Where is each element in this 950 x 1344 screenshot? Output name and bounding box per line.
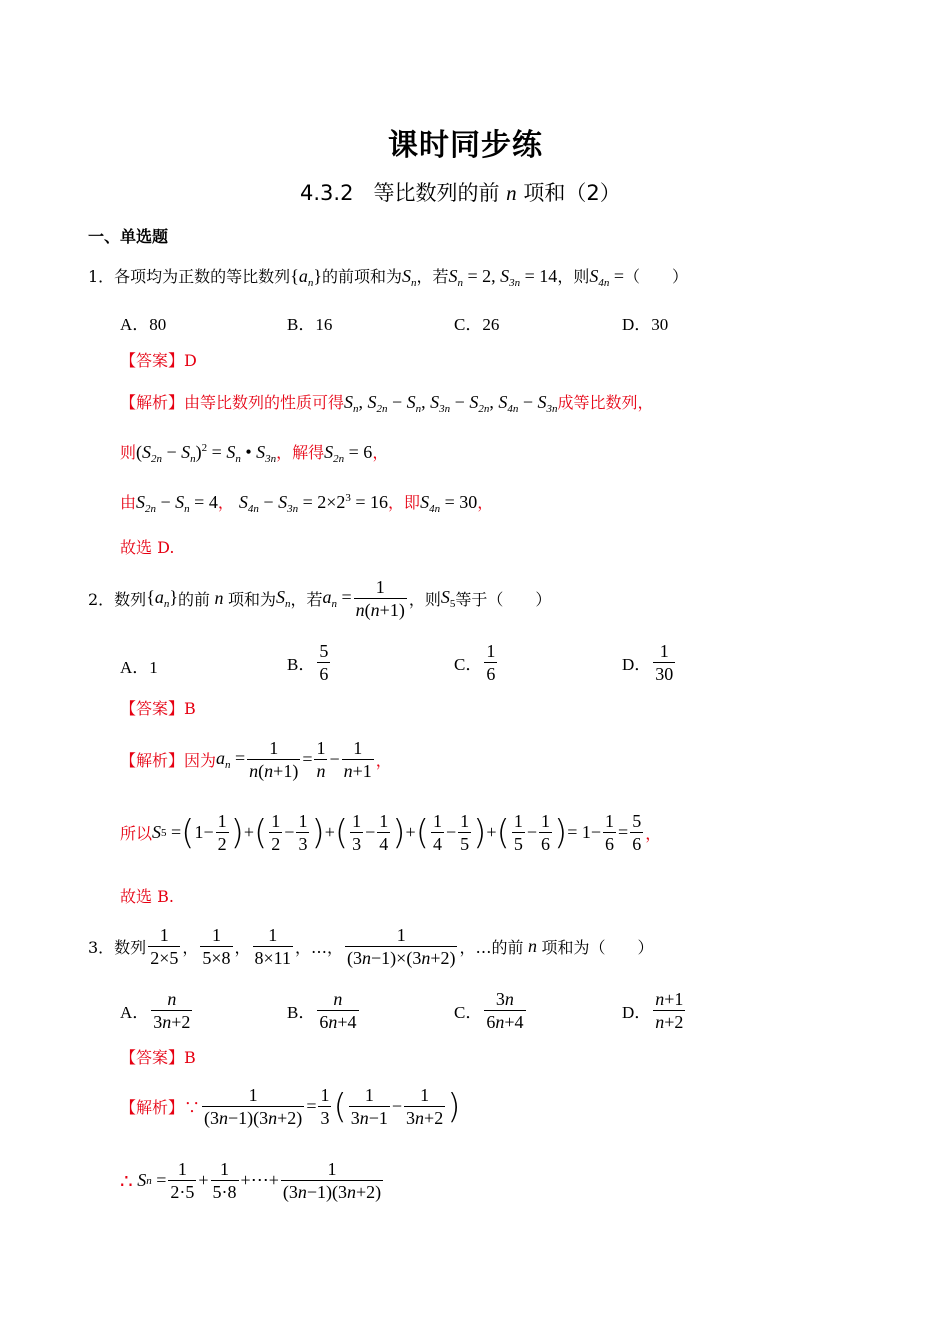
- q3-option-a-fraction: $\frac{n}{3n+2}$: [153, 989, 191, 1032]
- q1-seq-math: $\{a_n\}$: [290, 266, 322, 289]
- q1-line2-mid: ，解得: [276, 443, 325, 462]
- q2-option-d[interactable]: [622, 640, 677, 685]
- q3-option-c-fraction: $\frac{3n}{6n+4}$: [486, 989, 524, 1032]
- q2-analysis-an: $a_n$ =: [216, 748, 246, 771]
- q1-analysis-line2: 则$(S_{2n} - S_n)^2 = S_n$ • $S_{3n}$，解得$S_{2n} = 6$，: [120, 442, 389, 465]
- q3-n-math: n: [523, 936, 542, 956]
- q3-option-a[interactable]: [120, 988, 194, 1033]
- q2-option-b-label: B．: [287, 655, 316, 674]
- q3-option-b-label: B．: [287, 1003, 316, 1022]
- q1-line3-pre: 由: [120, 493, 137, 512]
- q1-option-a[interactable]: A．80: [120, 315, 167, 334]
- q2-answer: 【答案】B: [120, 699, 196, 718]
- q2-conclusion: 故选 B.: [120, 887, 174, 906]
- q1-cond-math: $S_n = 2$, $S_{3n} = 14$: [448, 266, 558, 289]
- q1-line2-pre: 则: [120, 443, 137, 462]
- q3-option-d-fraction: $\frac{n+1}{n+2}$: [655, 989, 684, 1032]
- q3-option-a-label: A．: [120, 1003, 150, 1022]
- question-3-stem: 3．数列 $\frac{1}{2\times 5}$ ， $\frac{1}{5\times 8}$ ， $\frac{1}{8\times 11}$ ，…， $\frac{1}{(3n-1)\times(3n+2)}$ ，…的前 n 项和为（ ）: [88, 925, 654, 968]
- q2-analysis-eq: =: [302, 749, 313, 769]
- q1-line3-result: $S_{4n} = 30$: [420, 492, 478, 515]
- q1-stem-e: （ ）: [623, 267, 688, 286]
- subtitle-n: n: [506, 181, 517, 205]
- q3-analysis-math: $\frac{1}{(3n-1)(3n+2)}$ = $\frac{1}{3}$ ( $\frac{1}{3n-1}$ − $\frac{1}{3n+2}$ ): [204, 1085, 461, 1128]
- subtitle-number: 4.3.2: [300, 181, 354, 205]
- q2-option-b-fraction: $\frac{5}{6}$: [319, 641, 329, 684]
- q3-analysis-line2: [120, 1158, 385, 1203]
- q1-option-b[interactable]: B．16: [287, 315, 333, 334]
- q2-stem-f: 等于（ ）: [455, 590, 552, 609]
- q1-option-d[interactable]: D．30: [622, 315, 669, 334]
- q3-term-2: $\frac{1}{5\times 8}$: [202, 925, 231, 968]
- q2-an-math: $a_n$ =: [322, 587, 352, 610]
- q2-stem-b: 的前: [177, 590, 210, 609]
- q2-telescoping-sum: S 5 = ( 1− $\frac{1}{2}$ ) + ( $\frac{1}{2}$ − $\frac{1}{3}$ ) + ( $\frac{1}{3}$ − $\frac{1}{4}$ ) + ( $\frac{1}{4}$ − $\frac{1}{5}$ ) + ( $\frac{1}{5}$ − $\frac{1}{6}$ ) = 1− $\frac{1}{6}$ = $\frac{5}{6}$: [152, 811, 642, 854]
- q2-option-b[interactable]: [287, 640, 332, 685]
- q2-analysis-frac2: $\frac{1}{n}$: [316, 738, 326, 781]
- q3-term-general: $\frac{1}{(3n-1)\times(3n+2)}$: [347, 925, 456, 968]
- q2-option-d-fraction: $\frac{1}{30}$: [655, 641, 674, 684]
- q1-analysis-line1: [120, 390, 654, 415]
- q3-sum-math: S n = $\frac{1}{2\cdot 5}$ + $\frac{1}{5\cdot 8}$ +⋯+ $\frac{1}{(3n-1)(3n+2)}$: [137, 1159, 382, 1202]
- q1-line2-result: $S_{2n} = 6$: [324, 442, 373, 465]
- q2-n-math: n: [209, 588, 228, 608]
- page-subtitle: [300, 177, 621, 207]
- q2-stem-c: 项和为: [227, 590, 276, 609]
- q1-line3-math1: $S_{2n} - S_n = 4$: [136, 492, 218, 515]
- q1-sn-math: $S_n$: [401, 266, 417, 289]
- q3-option-d-label: D．: [622, 1003, 652, 1022]
- q1-line2-math: $(S_{2n} - S_n)^2 = S_n$ • $S_{3n}$: [136, 442, 277, 465]
- section-heading: 一、单选题: [88, 227, 169, 246]
- subtitle-text: 等比数列的前: [373, 181, 500, 205]
- subtitle-tail: 项和（2）: [523, 181, 621, 205]
- q1-stem-a: 1．各项均为正数的等比数列: [88, 267, 291, 286]
- q2-analysis-frac3: $\frac{1}{n+1}$: [343, 738, 372, 781]
- q1-stem-c: ，若: [416, 267, 449, 286]
- q2-analysis-label: 【解析】因为: [120, 751, 217, 770]
- q3-option-d[interactable]: [622, 988, 687, 1033]
- q1-analysis-line3: 由$S_{2n} - S_n = 4$， $S_{4n} - S_{3n} = 2\times 2^3 = 16$，即$S_{4n} = 30$，: [120, 492, 494, 515]
- q1-answer: 【答案】D: [120, 351, 197, 370]
- q2-analysis-line1: 【解析】因为 $a_n$ = $\frac{1}{n(n+1)}$ = $\frac{1}{n}$ − $\frac{1}{n+1}$ ，: [120, 738, 392, 781]
- q1-line3-math2: $S_{4n} - S_{3n} = 2\times 2^3 = 16$: [238, 492, 389, 515]
- q2-option-c-label: C．: [454, 655, 483, 674]
- q3-option-b-fraction: $\frac{n}{6n+4}$: [319, 989, 357, 1032]
- q2-option-a[interactable]: A．1: [120, 658, 158, 677]
- q2-analysis-frac1: $\frac{1}{n(n+1)}$: [249, 738, 299, 781]
- question-2-stem: [88, 576, 551, 621]
- page-title: 课时同步练: [388, 128, 543, 163]
- q3-option-c[interactable]: [454, 988, 528, 1033]
- q3-stem-tail2: 项和为（ ）: [541, 938, 654, 957]
- q2-an-fraction: $\frac{1}{n(n+1)}$: [355, 577, 405, 620]
- q3-stem-a: 3．数列: [88, 938, 147, 957]
- q2-option-c-fraction: $\frac{1}{6}$: [486, 641, 496, 684]
- q2-sn-math: $S_n$: [276, 587, 291, 610]
- q2-analysis-minus: −: [329, 749, 340, 769]
- q1-conclusion: 故选 D.: [120, 538, 175, 557]
- q2-option-c[interactable]: [454, 640, 499, 685]
- q1-stem-b: 的前项和为: [321, 267, 402, 286]
- q2-analysis-line2: 所以 S 5 = ( 1− $\frac{1}{2}$ ) + ( $\frac{1}{2}$ − $\frac{1}{3}$ ) + ( $\frac{1}{3}$ − $\frac{1}{4}$ ) + ( $\frac{1}{4}$ − $\frac{1}{5}$ ) + ( $\frac{1}{5}$ − $\frac{1}{6}$ ) = 1− $\frac{1}{6}$ = $\frac{5}{6}$ ，: [120, 811, 662, 854]
- q3-stem-tail: ，…的前: [459, 938, 524, 957]
- q3-option-c-label: C．: [454, 1003, 483, 1022]
- q1-option-c[interactable]: C．26: [454, 315, 500, 334]
- question-1-stem: [88, 264, 688, 289]
- q3-term-3: $\frac{1}{8\times 11}$: [254, 925, 292, 968]
- q2-seq-math: $\{a_n\}$: [146, 587, 178, 610]
- q2-s5-math: $S_5$: [440, 587, 456, 610]
- q1-ask-math: $S_{4n}$ =: [589, 266, 624, 289]
- q2-stem-d: ，若: [290, 590, 323, 609]
- q3-term-1: $\frac{1}{2\times 5}$: [150, 925, 179, 968]
- q1-line3-mid: ，即: [388, 493, 421, 512]
- q2-stem-e: ，则: [408, 590, 441, 609]
- q1-analysis-math1: $S_n$, $S_{2n} - S_n$, $S_{3n} - S_{2n}$, $S_{4n} - S_{3n}$: [344, 392, 558, 415]
- q3-analysis-label: 【解析】∵: [120, 1098, 201, 1117]
- q2-line2-pre: 所以: [120, 824, 153, 843]
- q1-stem-d: ，则: [557, 267, 590, 286]
- q3-answer: 【答案】B: [120, 1048, 196, 1067]
- q3-therefore: ∴: [120, 1168, 133, 1193]
- q1-analysis-tail: 成等比数列，: [557, 393, 654, 412]
- q3-analysis-line1: [120, 1084, 460, 1129]
- q3-option-b[interactable]: [287, 988, 361, 1033]
- q1-analysis-label: 【解析】由等比数列的性质可得: [120, 393, 345, 412]
- q2-stem-a: 2．数列: [88, 590, 147, 609]
- q2-option-d-label: D．: [622, 655, 652, 674]
